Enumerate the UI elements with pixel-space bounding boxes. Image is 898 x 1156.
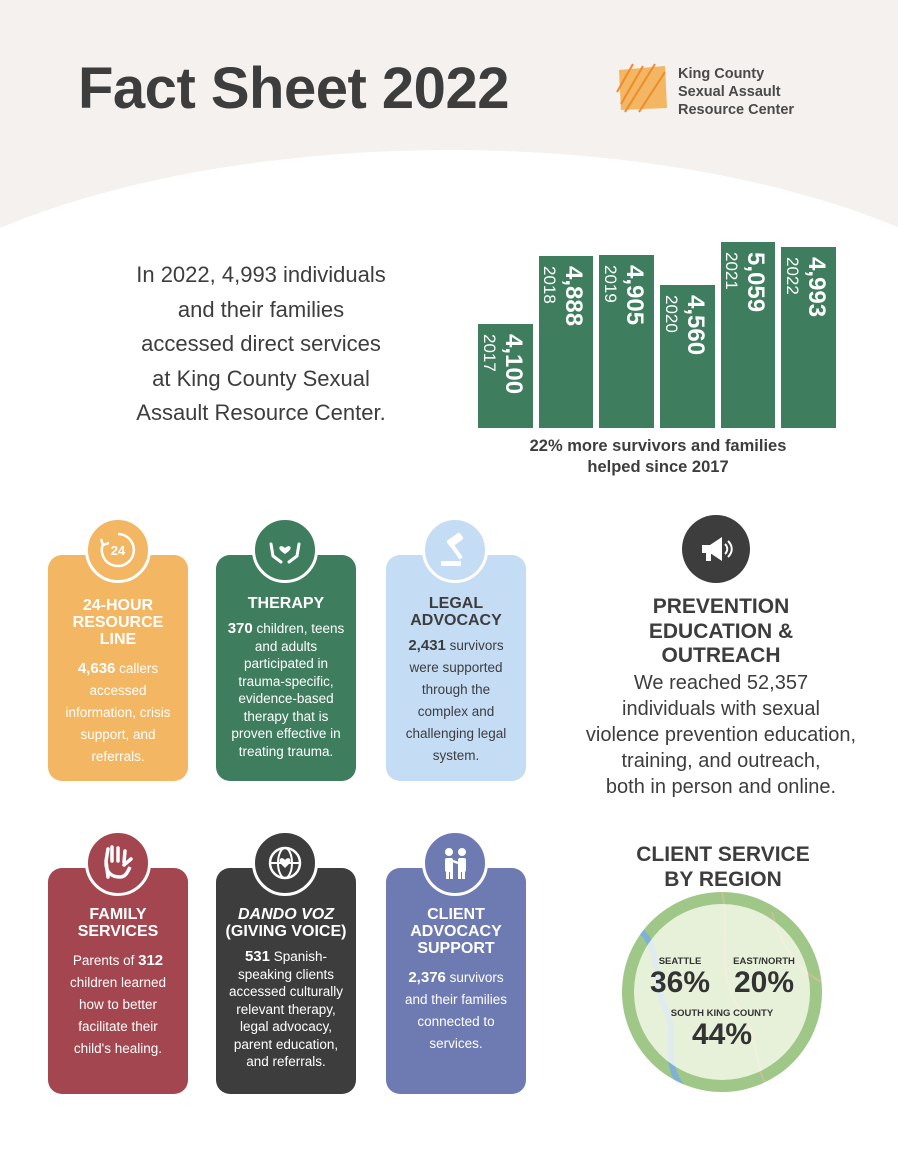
logo-text — [678, 65, 794, 119]
intro-statement — [100, 258, 422, 431]
prevention-line: both in person and online. — [605, 776, 837, 798]
card-text: Parents of — [72, 953, 139, 968]
card-title-line: DANDO VOZ — [238, 906, 334, 923]
card-body — [386, 635, 526, 767]
region-name: SEATTLE — [658, 956, 702, 967]
client-advocacy-card — [386, 868, 526, 1094]
card-number: 2,376 — [408, 969, 446, 986]
caption-line: 22% more survivors and families — [529, 437, 787, 455]
bar-value-label: 4,905 — [620, 265, 648, 326]
chart-bar-2022 — [781, 247, 836, 428]
card-text: survivors and their families connected to services. — [404, 970, 508, 1051]
megaphone-icon — [682, 515, 750, 583]
chart-caption — [478, 436, 838, 478]
prevention-line: training, and outreach, — [621, 750, 821, 772]
bar-year-label: 2018 — [540, 266, 560, 304]
card-title-line: SUPPORT — [417, 940, 495, 957]
region-seattle — [642, 956, 718, 999]
organization-logo — [615, 62, 835, 122]
intro-line: at King County Sexual — [152, 365, 370, 391]
region-map — [622, 892, 822, 1092]
card-body — [48, 658, 188, 768]
prevention-title-line: OUTREACH — [661, 644, 781, 667]
region-percent: 36% — [649, 966, 711, 999]
region-south-king — [652, 1008, 792, 1051]
phone-24-icon — [85, 517, 151, 583]
intro-line: In 2022, 4,993 individuals — [136, 262, 386, 287]
bar-value-label: 4,560 — [681, 295, 709, 356]
dando-voz-card — [216, 868, 356, 1094]
card-text: children, teens and adults participated in trauma-specific, evidence-based therapy that is proven effective in treating trauma. — [231, 621, 345, 759]
svg-text:24: 24 — [110, 543, 126, 558]
card-number: 312 — [138, 952, 164, 969]
caption-line: helped since 2017 — [587, 458, 729, 476]
region-title-line: BY REGION — [664, 867, 782, 891]
region-title-line: CLIENT SERVICE — [636, 843, 810, 866]
bar-year-label: 2020 — [661, 295, 681, 333]
bar-year-label: 2021 — [722, 252, 742, 290]
card-title-line: FAMILY — [89, 906, 147, 923]
card-body — [386, 967, 526, 1055]
region-name: EAST/NORTH — [733, 956, 795, 967]
bar-year-label: 2022 — [782, 257, 802, 295]
card-number: 531 — [244, 948, 270, 965]
prevention-title-line: EDUCATION & — [648, 619, 794, 643]
card-title-line: RESOURCE — [72, 614, 164, 631]
therapy-card — [216, 555, 356, 781]
card-title-line: ADVOCACY — [410, 612, 502, 629]
intro-line: accessed direct services — [141, 331, 381, 356]
card-title-line: LEGAL — [428, 595, 484, 612]
card-text: survivors were supported through the complex and challenging legal system. — [405, 638, 507, 763]
card-number: 370 — [227, 620, 253, 637]
prevention-title — [590, 595, 852, 669]
card-title-line: ADVOCACY — [410, 923, 502, 940]
page-title: Fact Sheet 2022 — [78, 56, 509, 121]
card-body — [216, 620, 356, 760]
resource-line-card — [48, 555, 188, 781]
chart-bar-2021 — [721, 242, 776, 428]
logo-brush-icon — [615, 62, 671, 114]
bar-value-label: 4,888 — [560, 266, 588, 327]
prevention-line: individuals with sexual — [622, 698, 820, 720]
card-title-line: CLIENT — [427, 906, 485, 923]
chart-bar-2017 — [478, 324, 533, 428]
bar-value-label: 4,993 — [802, 257, 830, 318]
card-title-line: (GIVING VOICE) — [225, 923, 347, 940]
prevention-line: violence prevention education, — [585, 724, 857, 746]
card-title-line: 24-HOUR — [82, 597, 154, 614]
chart-bar-2020 — [660, 285, 715, 428]
family-hands-icon — [85, 830, 151, 896]
gavel-icon — [422, 517, 488, 583]
card-number: 4,636 — [77, 660, 116, 677]
bar-value-label: 5,059 — [742, 252, 770, 313]
bar-value-label: 4,100 — [499, 334, 527, 395]
services-bar-chart — [478, 238, 836, 428]
region-name: SOUTH KING COUNTY — [670, 1008, 774, 1019]
region-title — [600, 843, 846, 892]
family-services-card — [48, 868, 188, 1094]
card-title-line: SERVICES — [77, 923, 159, 940]
chart-bar-2019 — [599, 255, 654, 428]
chart-bar-2018 — [539, 256, 594, 428]
bar-year-label: 2017 — [479, 334, 499, 372]
logo-line: King County — [678, 66, 765, 82]
card-body — [48, 950, 188, 1060]
prevention-body — [556, 670, 886, 800]
intro-line: Assault Resource Center. — [136, 400, 386, 425]
globe-heart-icon — [252, 830, 318, 896]
intro-line: and their families — [177, 296, 345, 322]
logo-line: Resource Center — [678, 102, 795, 118]
legal-advocacy-card — [386, 555, 526, 781]
card-text: callers accessed information, crisis support, and referrals. — [65, 661, 171, 764]
card-body — [216, 948, 356, 1071]
logo-line: Sexual Assault — [678, 84, 781, 100]
card-text: children learned how to better facilitate their child's healing. — [69, 975, 167, 1056]
card-title-line: LINE — [99, 631, 137, 648]
region-east-north — [722, 956, 806, 999]
region-percent: 20% — [733, 966, 795, 999]
people-support-icon — [422, 830, 488, 896]
prevention-line: We reached 52,357 — [633, 672, 809, 694]
bar-year-label: 2019 — [600, 265, 620, 303]
prevention-title-line: PREVENTION — [652, 595, 790, 618]
card-number: 2,431 — [408, 637, 446, 654]
hands-heart-icon — [252, 517, 318, 583]
card-text: Spanish-speaking clients accessed culturally relevant therapy, legal advocacy, parent education, and referrals. — [228, 949, 344, 1069]
card-title-line: THERAPY — [247, 595, 325, 612]
region-percent: 44% — [691, 1018, 753, 1051]
